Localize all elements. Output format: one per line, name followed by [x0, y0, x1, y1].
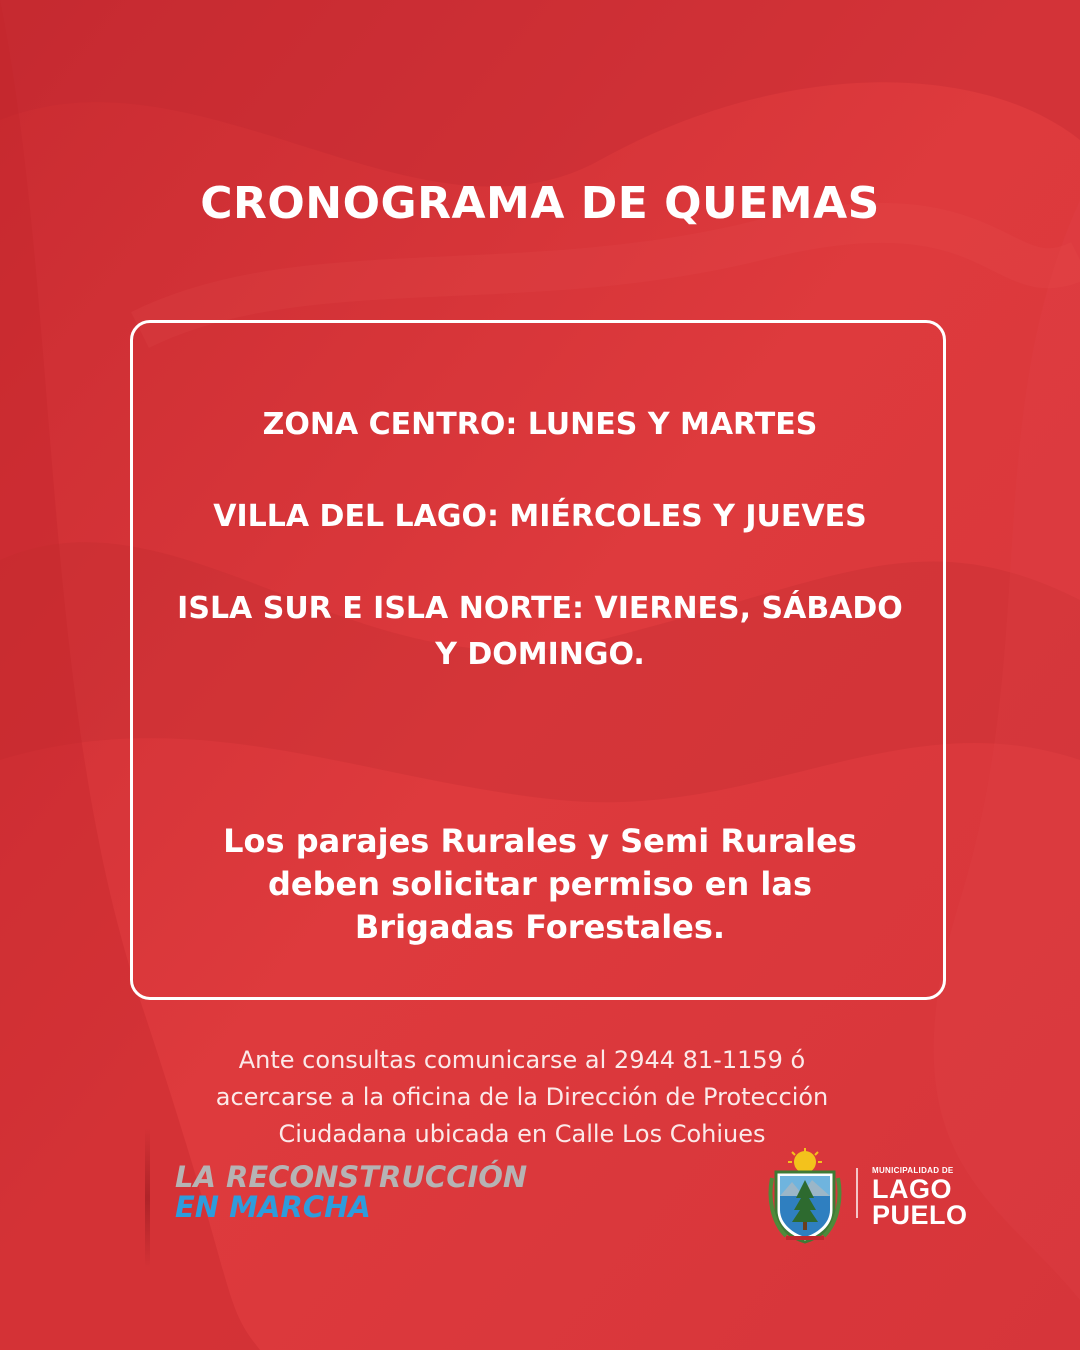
contact-line3: Ciudadana ubicada en Calle Los Cohiues — [278, 1120, 766, 1148]
logo-divider — [856, 1168, 858, 1218]
contact-info — [150, 1042, 894, 1153]
municipality-logo — [872, 1166, 968, 1228]
municipality-small-label: MUNICIPALIDAD DE — [872, 1166, 954, 1175]
contact-line2: acercarse a la oficina de la Dirección de Protección — [215, 1083, 829, 1111]
rural-notice-line2: deben solicitar permiso en las — [268, 865, 812, 903]
municipality-name-line2: PUELO — [872, 1200, 968, 1230]
page-title: CRONOGRAMA DE QUEMAS — [200, 178, 880, 229]
schedule-islas-line2: Y DOMINGO. — [435, 637, 645, 672]
slogan — [175, 1162, 527, 1222]
slogan-line1: LA RECONSTRUCCIÓN — [175, 1160, 528, 1194]
municipal-crest-icon — [766, 1148, 844, 1244]
schedule-islas — [140, 586, 940, 678]
rural-notice-line1: Los parajes Rurales y Semi Rurales — [223, 822, 857, 860]
contact-line1: Ante consultas comunicarse al 2944 81-1159 ó — [238, 1046, 806, 1074]
schedule-zona-centro: ZONA CENTRO: LUNES Y MARTES — [262, 407, 818, 442]
schedule-villa-del-lago: VILLA DEL LAGO: MIÉRCOLES Y JUEVES — [213, 499, 867, 534]
slogan-divider — [145, 1128, 150, 1268]
municipality-name-line1: LAGO — [872, 1174, 952, 1204]
schedule-islas-line1: ISLA SUR E ISLA NORTE: VIERNES, SÁBADO — [177, 591, 903, 626]
rural-notice-line3: Brigadas Forestales. — [354, 908, 726, 946]
slogan-line2: EN MARCHA — [175, 1190, 371, 1224]
rural-notice — [160, 820, 920, 949]
